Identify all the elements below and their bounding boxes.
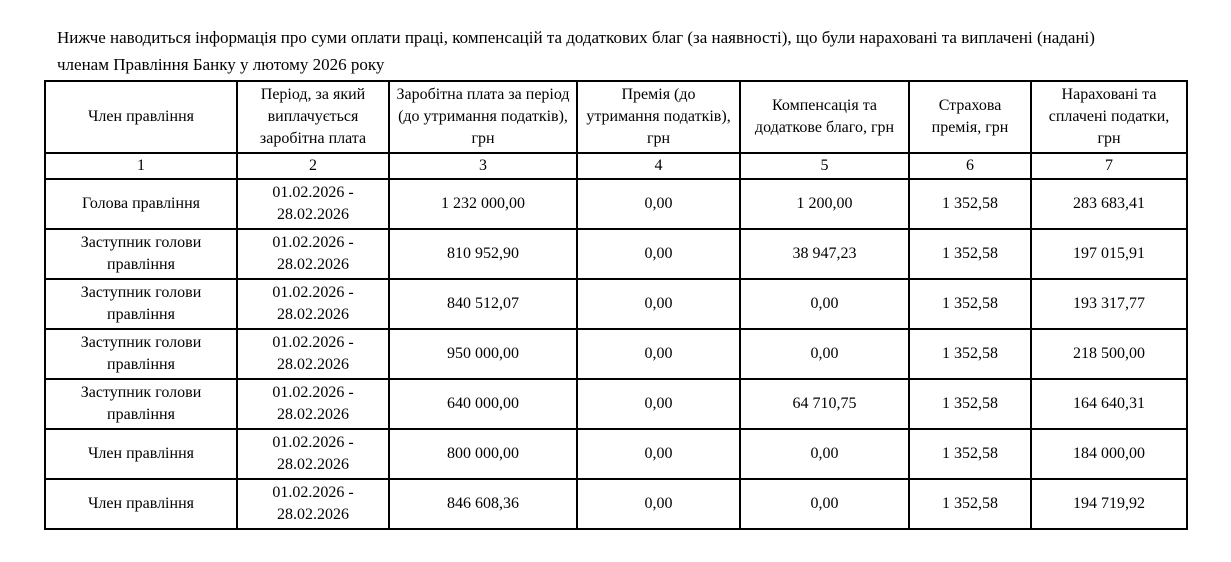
insurance-cell: 1 352,58 bbox=[909, 229, 1031, 279]
column-number: 5 bbox=[740, 153, 909, 179]
column-number: 2 bbox=[237, 153, 389, 179]
table-row bbox=[45, 429, 1187, 479]
bonus-cell: 0,00 bbox=[577, 479, 740, 529]
table-header-row bbox=[45, 81, 1187, 153]
member-cell: Голова правління bbox=[45, 179, 237, 229]
period-cell: 01.02.2026 - 28.02.2026 bbox=[237, 429, 389, 479]
bonus-cell: 0,00 bbox=[577, 429, 740, 479]
header-insurance: Страхова премія, грн bbox=[909, 81, 1031, 153]
compensation-cell: 0,00 bbox=[740, 279, 909, 329]
insurance-cell: 1 352,58 bbox=[909, 329, 1031, 379]
compensation-cell: 38 947,23 bbox=[740, 229, 909, 279]
salary-cell: 846 608,36 bbox=[389, 479, 577, 529]
header-salary: Заробітна плата за період (до утримання податків), грн bbox=[389, 81, 577, 153]
insurance-cell: 1 352,58 bbox=[909, 479, 1031, 529]
member-cell: Заступник голови правління bbox=[45, 329, 237, 379]
header-member: Член правління bbox=[45, 81, 237, 153]
insurance-cell: 1 352,58 bbox=[909, 279, 1031, 329]
taxes-cell: 164 640,31 bbox=[1031, 379, 1187, 429]
table-row bbox=[45, 379, 1187, 429]
taxes-cell: 218 500,00 bbox=[1031, 329, 1187, 379]
taxes-cell: 184 000,00 bbox=[1031, 429, 1187, 479]
bonus-cell: 0,00 bbox=[577, 279, 740, 329]
column-number: 6 bbox=[909, 153, 1031, 179]
period-cell: 01.02.2026 - 28.02.2026 bbox=[237, 229, 389, 279]
bonus-cell: 0,00 bbox=[577, 179, 740, 229]
period-cell: 01.02.2026 - 28.02.2026 bbox=[237, 479, 389, 529]
compensation-cell: 0,00 bbox=[740, 429, 909, 479]
salary-cell: 810 952,90 bbox=[389, 229, 577, 279]
compensation-cell: 0,00 bbox=[740, 479, 909, 529]
bonus-cell: 0,00 bbox=[577, 379, 740, 429]
salary-cell: 1 232 000,00 bbox=[389, 179, 577, 229]
member-cell: Заступник голови правління bbox=[45, 279, 237, 329]
header-taxes: Нараховані та сплачені податки, грн bbox=[1031, 81, 1187, 153]
taxes-cell: 197 015,91 bbox=[1031, 229, 1187, 279]
period-cell: 01.02.2026 - 28.02.2026 bbox=[237, 379, 389, 429]
table-row bbox=[45, 229, 1187, 279]
member-cell: Член правління bbox=[45, 429, 237, 479]
period-cell: 01.02.2026 - 28.02.2026 bbox=[237, 179, 389, 229]
member-cell: Член правління bbox=[45, 479, 237, 529]
column-number-row bbox=[45, 153, 1187, 179]
insurance-cell: 1 352,58 bbox=[909, 429, 1031, 479]
bonus-cell: 0,00 bbox=[577, 229, 740, 279]
compensation-cell: 0,00 bbox=[740, 329, 909, 379]
column-number: 3 bbox=[389, 153, 577, 179]
taxes-cell: 283 683,41 bbox=[1031, 179, 1187, 229]
insurance-cell: 1 352,58 bbox=[909, 179, 1031, 229]
compensation-cell: 64 710,75 bbox=[740, 379, 909, 429]
salary-table bbox=[44, 80, 1188, 530]
column-number: 1 bbox=[45, 153, 237, 179]
taxes-cell: 194 719,92 bbox=[1031, 479, 1187, 529]
header-period: Період, за який виплачується заробітна плата bbox=[237, 81, 389, 153]
table-row bbox=[45, 329, 1187, 379]
salary-cell: 640 000,00 bbox=[389, 379, 577, 429]
member-cell: Заступник голови правління bbox=[45, 379, 237, 429]
table-row bbox=[45, 179, 1187, 229]
salary-cell: 800 000,00 bbox=[389, 429, 577, 479]
salary-cell: 950 000,00 bbox=[389, 329, 577, 379]
table-row bbox=[45, 279, 1187, 329]
bonus-cell: 0,00 bbox=[577, 329, 740, 379]
insurance-cell: 1 352,58 bbox=[909, 379, 1031, 429]
compensation-cell: 1 200,00 bbox=[740, 179, 909, 229]
taxes-cell: 193 317,77 bbox=[1031, 279, 1187, 329]
column-number: 7 bbox=[1031, 153, 1187, 179]
period-cell: 01.02.2026 - 28.02.2026 bbox=[237, 329, 389, 379]
member-cell: Заступник голови правління bbox=[45, 229, 237, 279]
period-cell: 01.02.2026 - 28.02.2026 bbox=[237, 279, 389, 329]
header-bonus: Премія (до утримання податків), грн bbox=[577, 81, 740, 153]
column-number: 4 bbox=[577, 153, 740, 179]
table-row bbox=[45, 479, 1187, 529]
intro-paragraph: Нижче наводиться інформація про суми оплати праці, компенсацій та додаткових благ (за наявності), що були нараховані та виплачені (надані) членам Правління Банку у лютому 2026 року bbox=[57, 28, 1095, 74]
salary-cell: 840 512,07 bbox=[389, 279, 577, 329]
header-compensation: Компенсація та додаткове благо, грн bbox=[740, 81, 909, 153]
salary-table-container bbox=[44, 80, 1186, 530]
